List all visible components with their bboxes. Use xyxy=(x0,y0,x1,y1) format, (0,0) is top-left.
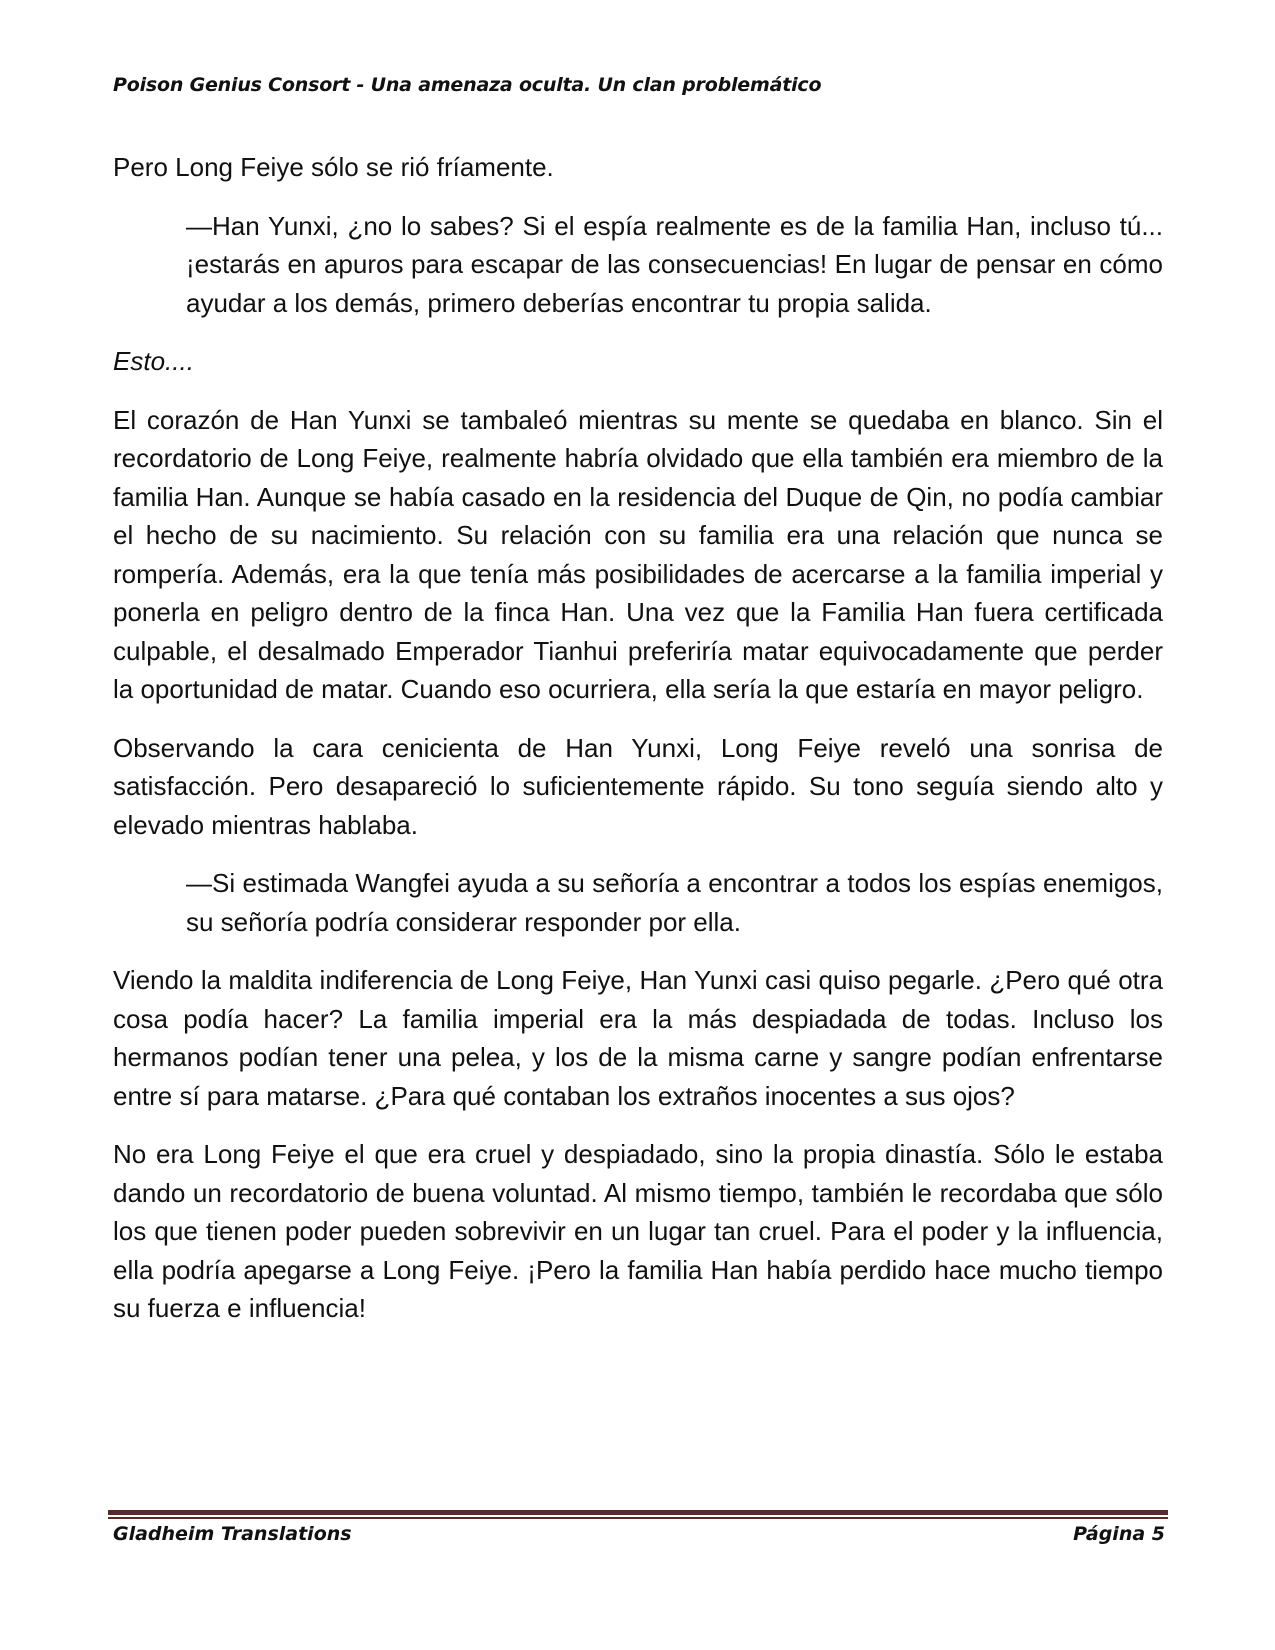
page-number: Página 5 xyxy=(1073,1523,1165,1545)
paragraph-2: El corazón de Han Yunxi se tambaleó mientras su mente se quedaba en blanco. Sin el recordatorio de Long Feiye, realmente habría olvidado que ella también era miembro de la familia Han. Aunque se había casado en la residencia del Duque de Qin, no podía cambiar el hecho de su nacimiento. Su relación con su familia era una relación que nunca se rompería. Además, era la que tenía más posibilidades de acercarse a la familia imperial y ponerla en peligro dentro de la finca Han. Una vez que la Familia Han fuera certificada culpable, el desalmado Emperador Tianhui preferiría matar equivocadamente que perder la oportunidad de matar. Cuando eso ocurriera, ella sería la que estaría en mayor peligro. xyxy=(113,404,1163,704)
paragraph-1: Pero Long Feiye sólo se rió fríamente. xyxy=(113,152,554,182)
footer-publisher: Gladheim Translations xyxy=(113,1523,352,1545)
paragraph-3: Observando la cara cenicienta de Han Yunxi, Long Feiye reveló una sonrisa de satisfacción. Pero desapareció lo suficientemente rápido. Su tono seguía siendo alto y elevado mientras hablaba. xyxy=(113,732,1163,840)
body-text xyxy=(113,148,1163,1348)
dialogue-quote-1: —Han Yunxi, ¿no lo sabes? Si el espía realmente es de la familia Han, incluso tú... ¡estarás en apuros para escapar de las consecuencias! En lugar de pensar en cómo ayudar a los demás, primero deberías encontrar tu propia salida. xyxy=(186,210,1163,318)
paragraph-thought: Esto.... xyxy=(113,346,194,376)
running-header: Poison Genius Consort - Una amenaza oculta. Un clan problemático xyxy=(113,74,822,96)
paragraph-5: No era Long Feiye el que era cruel y despiadado, sino la propia dinastía. Sólo le estaba dando un recordatorio de buena voluntad. Al mismo tiempo, también le recordaba que sólo los que tienen poder pueden sobrevivir en un lugar tan cruel. Para el poder y la influencia, ella podría apegarse a Long Feiye. ¡Pero la familia Han había perdido hace mucho tiempo su fuerza e influencia! xyxy=(113,1139,1163,1323)
paragraph-4: Viendo la maldita indiferencia de Long Feiye, Han Yunxi casi quiso pegarle. ¿Pero qué otra cosa podía hacer? La familia imperial era la más despiadada de todas. Incluso los hermanos podían tener una pelea, y los de la misma carne y sangre podían enfrentarse entre sí para matarse. ¿Para qué contaban los extraños inocentes a sus ojos? xyxy=(113,965,1163,1111)
dialogue-quote-2: —Si estimada Wangfei ayuda a su señoría a encontrar a todos los espías enemigos, su señoría podría considerar responder por ella. xyxy=(186,868,1163,937)
